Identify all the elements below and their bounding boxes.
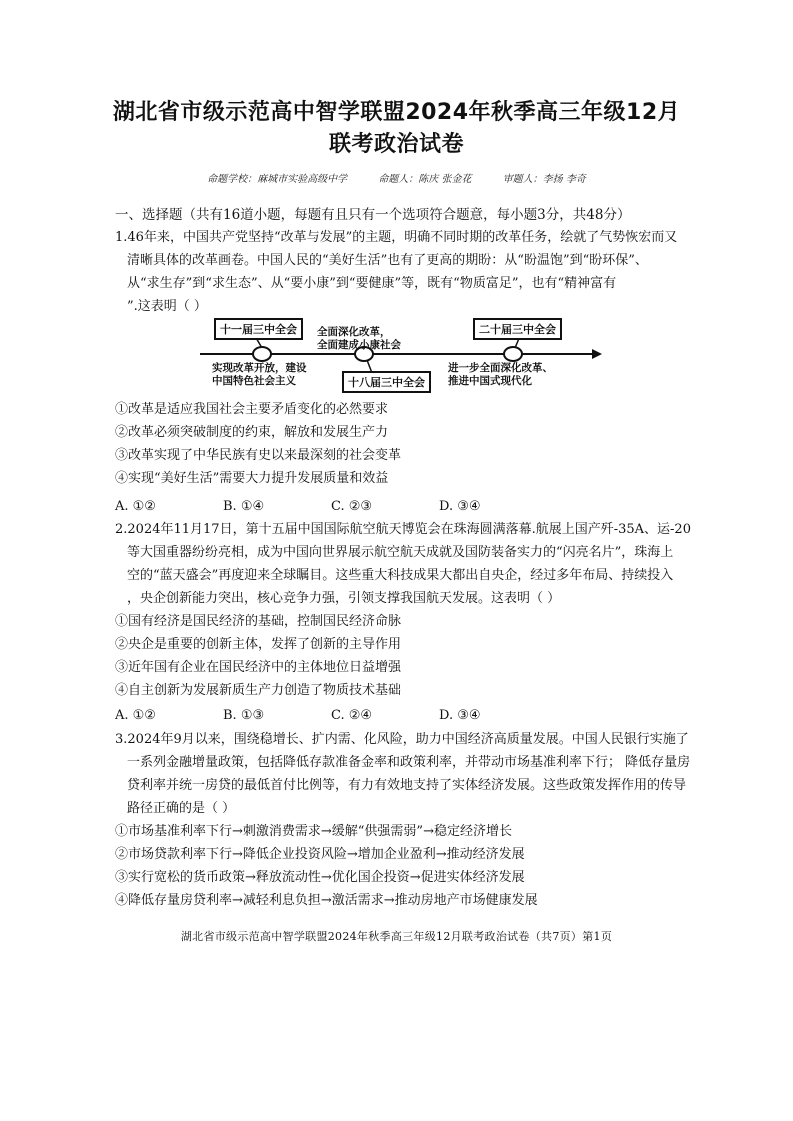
q2-statement-4: ④自主创新为发展新质生产力创造了物质技术基础 [115,683,402,698]
exam-title-line1: 湖北省市级示范高中智学联盟2024年秋季高三年级12月 [112,100,681,125]
q1-option-c[interactable]: C. ②③ [331,499,373,514]
q2-line-4: ，央企创新能力突出，核心竞争力强，引领支撑我国航天发展。这表明（ ） [127,591,561,606]
q1-line-3: 从“求生存”到“求生态”、从“要小康”到“要健康”等，既有“物质富足”，也有“精神富有 [127,276,617,291]
node-1 [253,347,271,361]
q1-line-1: 1.46年来，中国共产党坚持“改革与发展”的主题，明确不同时期的改革任务，绘就了气势恢宏而又 [115,230,678,245]
q1-line-2: 清晰具体的改革画卷。中国人民的“美好生活”也有了更高的期盼：从“盼温饱”到“盼环保”、 [127,253,648,268]
q2-statement-1: ①国有经济是国民经济的基础，控制国民经济命脉 [115,614,402,629]
q2-options [115,706,575,726]
node-3 [504,347,522,361]
q2-option-a[interactable]: A. ①② [115,708,156,723]
box-18th-plenum: 十八届三中全会 [342,371,431,393]
q1-line-4: ”.这表明（ ） [127,299,207,314]
q2-option-b[interactable]: B. ①③ [223,708,265,723]
box-20th-plenum: 二十届三中全会 [473,318,562,340]
q3-statement-1: ①市场基准利率下行→刺激消费需求→缓解“供强需弱”→稳定经济增长 [115,824,512,839]
q2-line-2: 等大国重器纷纷亮相，成为中国向世界展示航空航天成就及国防装备实力的“闪亮名片”，珠海上 [127,545,674,560]
author-info [0,170,793,185]
label-left-line2: 中国特色社会主义 [212,375,296,387]
box-11th-plenum: 十一届三中全会 [214,318,303,340]
q1-statement-2: ②改革必须突破制度的约束，解放和发展生产力 [115,425,389,440]
q1-options [115,497,575,517]
reviewer-label: 审题人：李扬 李奇 [502,174,586,185]
q2-line-3: 空的“蓝天盛会”再度迎来全球瞩目。这些重大科技成果大都出自央企，经过多年布局、持续投入 [127,568,674,583]
q3-line-2: 一系列金融增量政策，包括降低存款准备金率和政策利率，并带动市场基准利率下行； 降低存量房 [127,755,691,770]
label-mid-line2: 全面建成小康社会 [317,339,401,351]
label-left-line1: 实现改革开放，建设 [212,362,307,374]
q1-option-b[interactable]: B. ①④ [223,499,265,514]
page-footer: 湖北省市级示范高中智学联盟2024年秋季高三年级12月联考政治试卷（共7页）第1页 [180,930,613,943]
q2-statement-3: ③近年国有企业在国民经济中的主体地位日益增强 [115,660,402,675]
setter-label: 命题人：陈庆 张金花 [378,174,472,185]
q1-statement-3: ③改革实现了中华民族有史以来最深刻的社会变革 [115,448,402,463]
q2-statement-2: ②央企是重要的创新主体，发挥了创新的主导作用 [115,637,402,652]
reform-timeline-diagram [200,316,602,398]
timeline-arrow [592,349,602,359]
q3-line-1: 3.2024年9月以来，围绕稳增长、扩内需、化风险，助力中国经济高质量发展。中国人民银行实施了 [115,732,689,747]
q1-option-a[interactable]: A. ①② [115,499,156,514]
q3-line-4: 路径正确的是（ ） [127,801,236,816]
label-right-line1: 进一步全面深化改革、 [448,362,553,374]
q1-statement-1: ①改革是适应我国社会主要矛盾变化的必然要求 [115,402,389,417]
q3-line-3: 贷利率并统一房贷的最低首付比例等，有力有效地支持了实体经济发展。这些政策发挥作用的传导 [127,778,687,793]
label-right-line2: 推进中国式现代化 [448,375,532,387]
school-label: 命题学校：麻城市实验高级中学 [207,174,348,185]
exam-title-line2: 联考政治试卷 [328,132,464,157]
q1-statement-4: ④实现“美好生活”需要大力提升发展质量和效益 [115,471,389,486]
q1-option-d[interactable]: D. ③④ [439,499,481,514]
section-title: 一、选择题（共有16道小题，每题有且只有一个选项符合题意，每小题3分，共48分） [115,207,631,223]
label-mid-line1: 全面深化改革， [317,326,391,338]
q2-option-c[interactable]: C. ②④ [331,708,373,723]
q3-statement-4: ④降低存量房贷利率→减轻利息负担→激活需求→推动房地产市场健康发展 [115,893,538,908]
q3-statement-3: ③实行宽松的货币政策→释放流动性→优化国企投资→促进实体经济发展 [115,870,525,885]
q3-statement-2: ②市场贷款利率下行→降低企业投资风险→增加企业盈利→推动经济发展 [115,847,525,862]
q2-option-d[interactable]: D. ③④ [439,708,481,723]
q2-line-1: 2.2024年11月17日，第十五届中国国际航空航天博览会在珠海圆满落幕.航展上国产歼-35A、运-20 [115,522,691,537]
